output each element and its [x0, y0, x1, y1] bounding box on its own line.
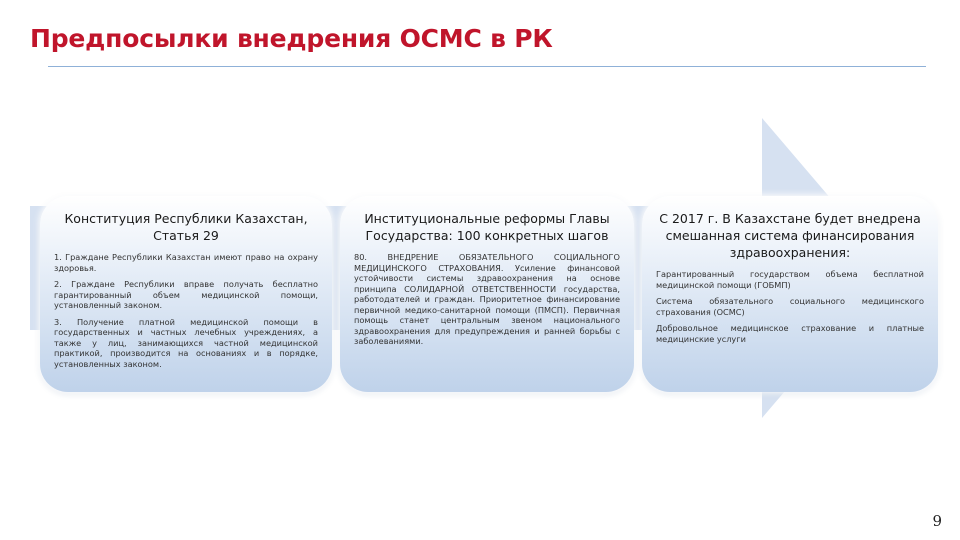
card-heading: Конституция Республики Казахстан, Статья 29 — [64, 211, 308, 243]
page-number: 9 — [932, 512, 942, 530]
card-paragraph: Гарантированный государством объема бесплатной медицинской помощи (ГОБМП) — [656, 269, 924, 290]
title-divider — [48, 66, 926, 67]
card-mixed-financing — [642, 196, 938, 392]
card-constitution — [40, 196, 332, 392]
card-paragraph: 2. Граждане Республики вправе получать бесплатно гарантированный объем медицинской помощи, установленный законом. — [54, 279, 318, 310]
card-paragraph: 1. Граждане Республики Казахстан имеют право на охрану здоровья. — [54, 252, 318, 273]
card-paragraph: 3. Получение платной медицинской помощи в государственных и частных лечебных учреждениях, а также у лиц, занимающихся частной медицинской практикой, производится на основаниях и в порядке, установленных законом. — [54, 316, 318, 369]
card-institutional-reforms — [340, 196, 634, 392]
card-paragraph: Добровольное медицинское страхование и платные медицинские услуги — [656, 323, 924, 344]
card-heading: С 2017 г. В Казахстане будет внедрена смешанная система финансирования здравоохранения: — [659, 211, 921, 260]
card-heading: Институциональные реформы Главы Государства: 100 конкретных шагов — [364, 211, 610, 243]
slide-title: Предпосылки внедрения ОСМС в РК — [30, 24, 553, 53]
card-paragraph: 80. ВНЕДРЕНИЕ ОБЯЗАТЕЛЬНОГО СОЦИАЛЬНОГО МЕДИЦИНСКОГО СТРАХОВАНИЯ. Усиление финансовой устойчивости системы здравоохранения на основе принципа СОЛИДАРНОЙ ОТВЕТСТВЕННОСТИ государства, работодателей и граждан. Приоритетное финансирование первичной медико-санитарной помощи (ПМСП). Первичная помощь станет центральным звеном национального здравоохранения для предупреждения и ранней борьбы с заболеваниями. — [354, 252, 620, 346]
card-paragraph: Система обязательного социального медицинского страхования (ОСМС) — [656, 296, 924, 317]
